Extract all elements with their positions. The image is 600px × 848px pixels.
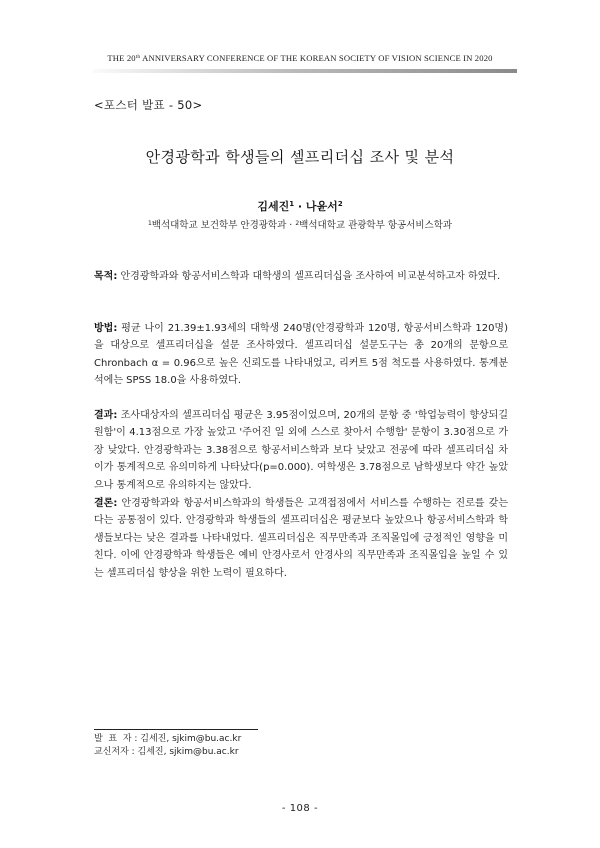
affiliation-2-sup: 2 [295,220,300,227]
author-1-sup: 1 [289,200,295,208]
affiliation-line [0,217,600,231]
affiliation-1: 백석대학교 보건학부 안경광학과 · [151,220,296,231]
conference-header [0,53,600,63]
author-separator: · [294,200,306,213]
footnote-presenter: 발 표 자 : 김세진, sjkim@bu.ac.kr [94,734,242,744]
page-number: - 108 - [281,803,319,814]
conclusion-label: 결론: [94,498,118,509]
abstract-method [94,320,508,390]
author-line [0,198,600,214]
author-1: 김세진 [257,200,290,213]
section-label: <포스터 발표 - 50> [94,98,203,112]
method-text: 평균 나이 21.39±1.93세의 대학생 240명(안경광학과 120명, 항공서비스학과 120명)을 대상으로 셀프리더십을 설문 조사하였다. 셀프리더십 설문도구는 총 20개의 문항으로 Chronbach α = 0.96으로 높은 신뢰도를 나타내었고, 리커트 5점 척도를 사용하였다. 통계분석에는 SPSS 18.0을 사용하였다. [94,323,508,387]
footnote-corresponding: 교신저자 : 김세진, sjkim@bu.ac.kr [94,747,239,757]
paper-title: 안경광학과 학생들의 셀프리더십 조사 및 분석 [145,148,455,166]
abstract-purpose [94,268,508,285]
conference-title-sup: th [135,54,141,60]
purpose-text: 안경광학과와 항공서비스학과 대학생의 셀프리더십을 조사하여 비교분석하고자 하였다. [117,271,501,282]
conclusion-text: 안경광학과와 항공서비스학과의 학생들은 고객접점에서 서비스를 수행하는 진로를 갖는다는 공통점이 있다. 안경광학과 학생들의 셀프리더십은 평균보다 높았으나 항공서비스학과 학생들보다는 낮은 결과를 나타내었다. 셀프리더십은 직무만족과 조직몰입에 긍정적인 영향을 미친다. 이에 안경광학과 학생들은 예비 안경사로서 안경사의 직무만족과 조직몰입을 높일 수 있는 셀프리더십 향상을 위한 노력이 필요하다. [94,498,508,579]
conference-title-post: ANNIVERSARY CONFERENCE OF THE KOREAN SOCIETY OF VISION SCIENCE IN 2020 [140,53,493,63]
abstract-result [94,407,508,494]
author-2: 나윤서 [305,200,338,213]
method-label: 방법: [94,323,118,334]
purpose-label: 목적: [94,271,118,282]
header-rule [93,69,517,73]
footnote-rule [94,729,258,730]
result-label: 결과: [94,410,118,421]
affiliation-1-sup: 1 [147,220,152,227]
result-text: 조사대상자의 셀프리더십 평균은 3.95점이었으며, 20개의 문항 중 '학업능력이 향상되길 원함'이 4.13점으로 가장 높았고 '주어진 일 외에 스스로 찾아서 수행함' 문항이 3.30점으로 가장 낮았다. 안경광학과는 3.38점으로 항공서비스학과 보다 낮았고 전공에 따라 셀프리더십 차이가 통계적으로 유의미하게 나타났다(p=0.000). 여학생은 3.78점으로 남학생보다 약간 높았으나 통계적으로 유의하지는 않았다. [94,410,508,491]
author-2-sup: 2 [337,200,343,208]
abstract-conclusion [94,495,508,582]
affiliation-2: 백석대학교 관광학부 항공서비스학과 [299,220,453,231]
conference-title-pre: THE 20 [107,53,136,63]
